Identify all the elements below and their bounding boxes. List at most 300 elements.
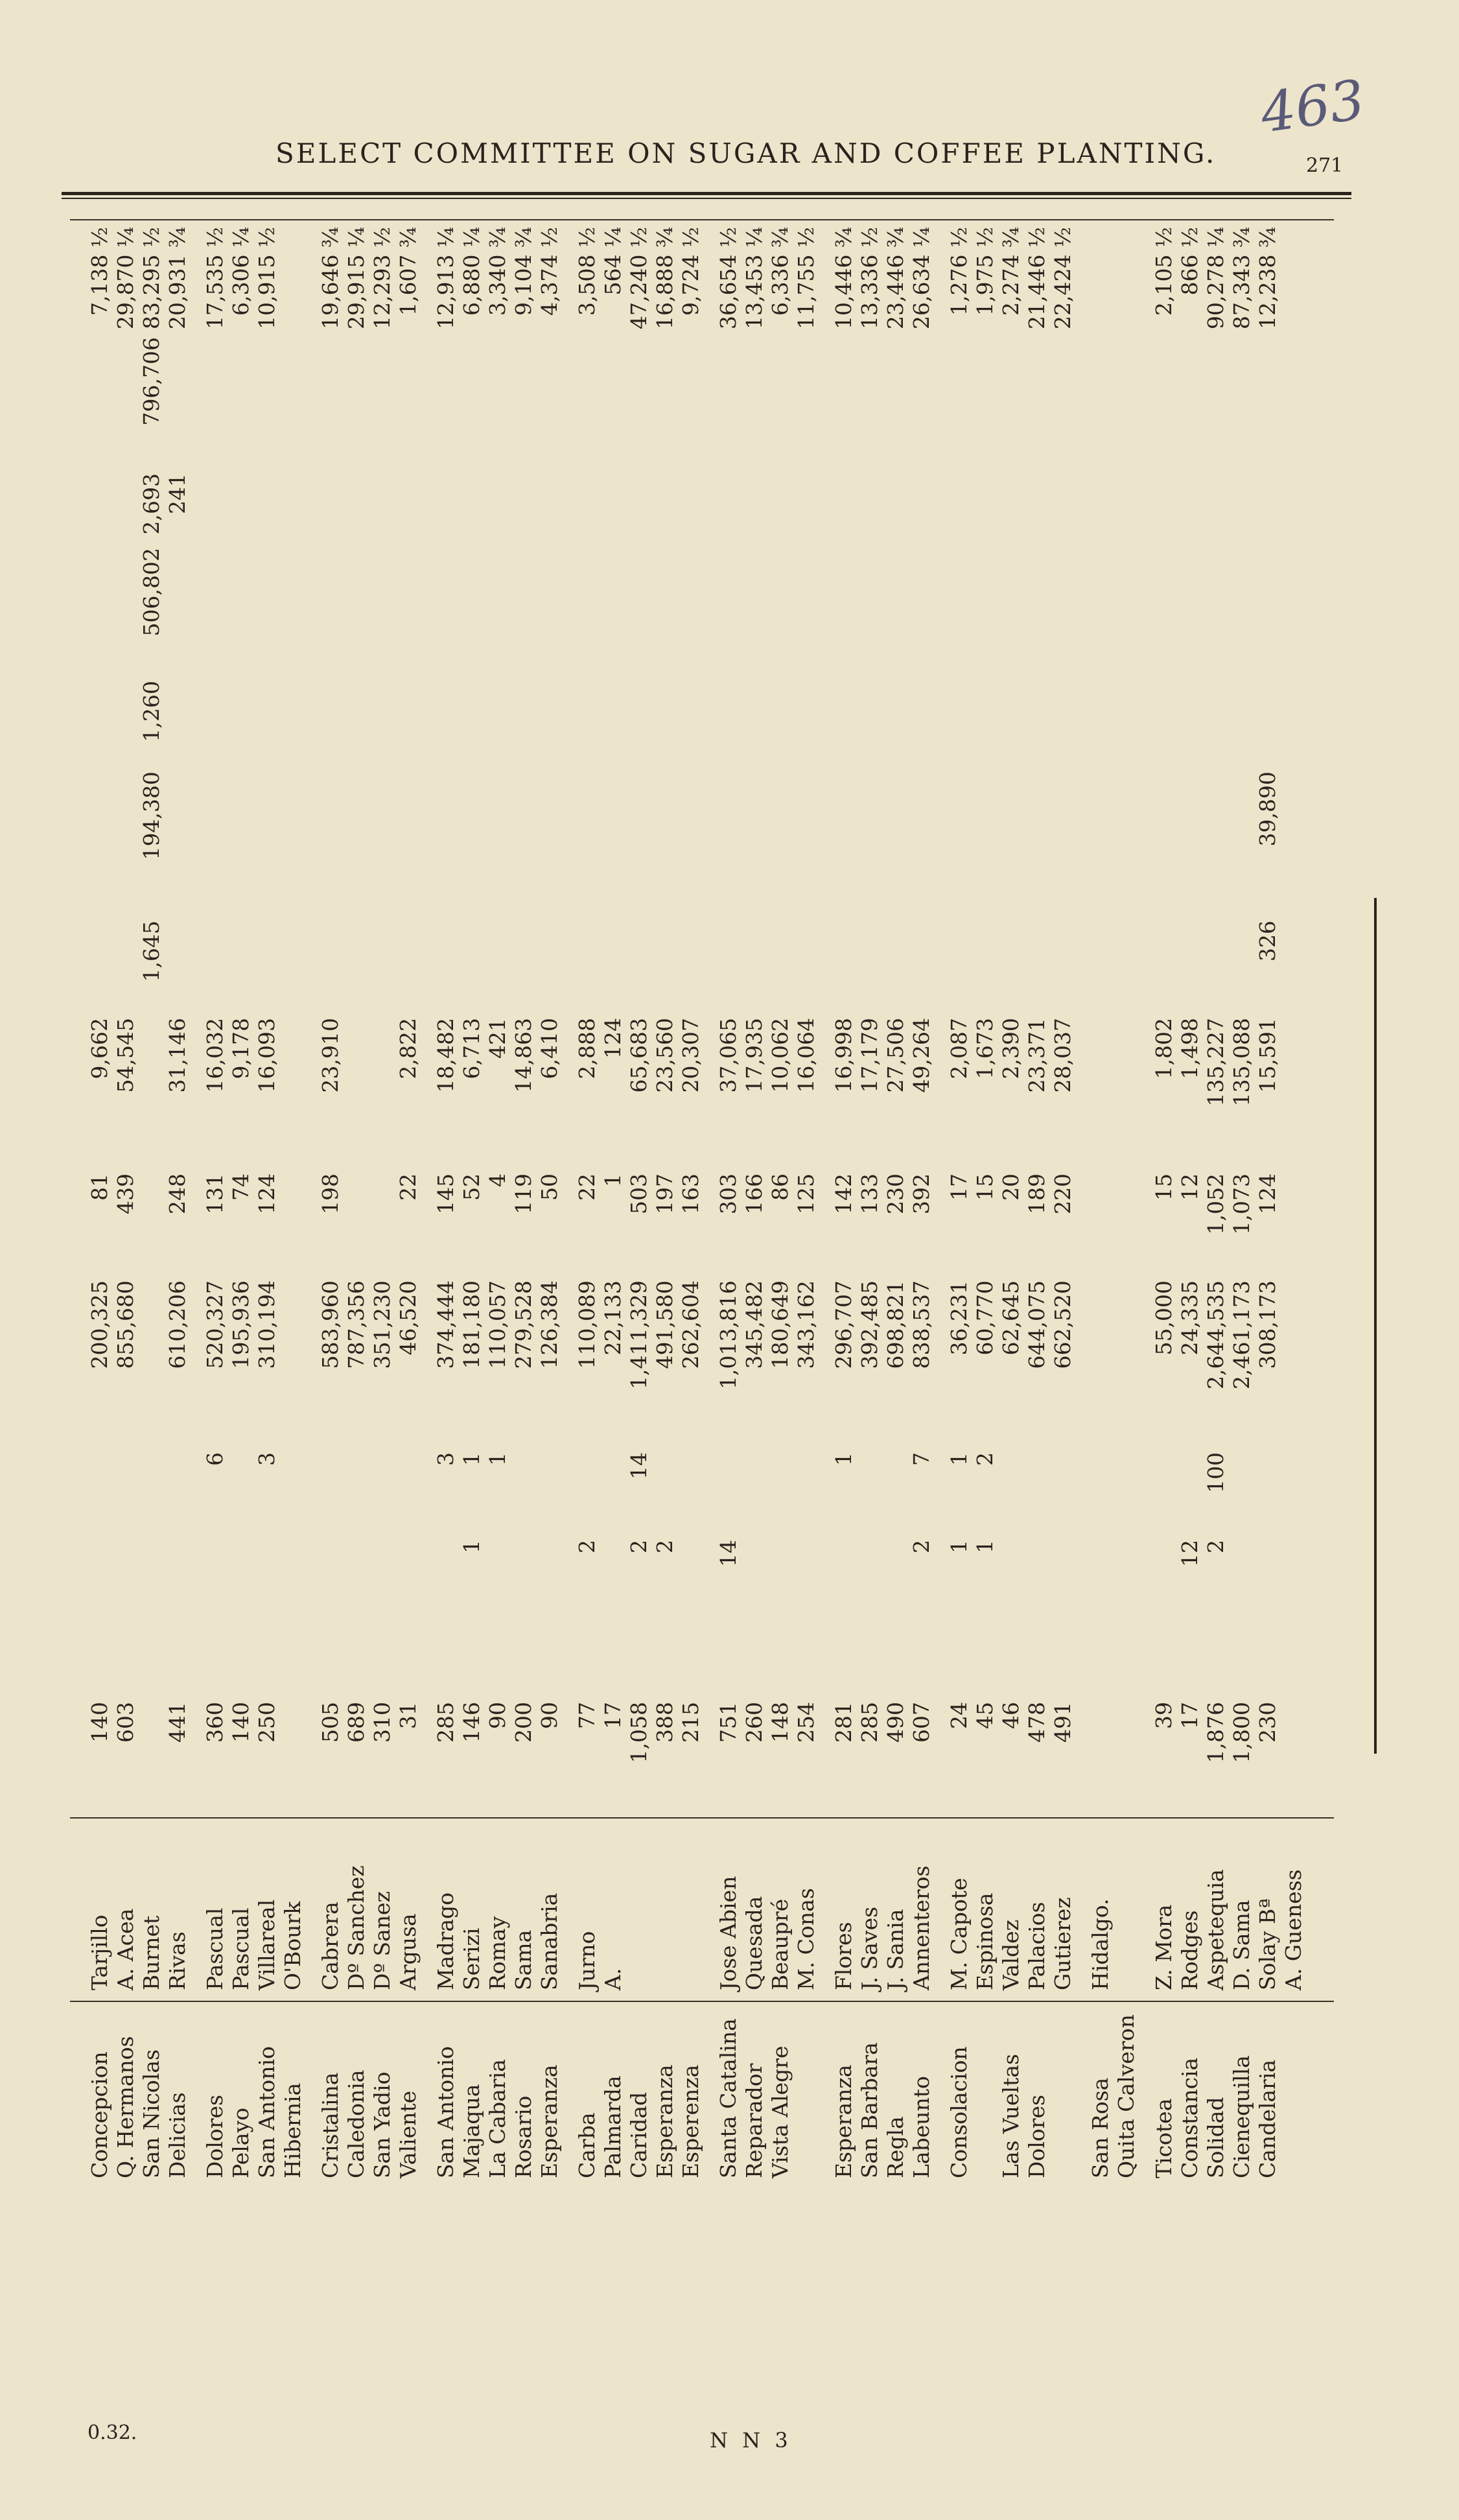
- owner-name: A. Acea: [113, 1908, 138, 1990]
- table-row: [1177, 201, 1202, 2178]
- cell-a: 45: [972, 1702, 998, 1729]
- estate-name: San Yadio: [369, 2071, 395, 2178]
- estate-name: San Rosa: [1088, 2077, 1113, 2178]
- cell-e: 110,089: [574, 1280, 600, 1369]
- owner-name: Annenteros: [909, 1865, 934, 1990]
- cell-n: 2,274 ¾: [998, 227, 1023, 316]
- cell-c: 1: [946, 1540, 972, 1553]
- cell-g: 23,560: [652, 1018, 677, 1093]
- cell-e: 195,936: [228, 1280, 253, 1369]
- cell-e: 610,206: [165, 1280, 190, 1369]
- cell-e: 351,230: [369, 1280, 395, 1369]
- cell-a: 360: [202, 1702, 228, 1743]
- owner-name: Aspetequia: [1203, 1869, 1228, 1990]
- cell-g: 49,264: [909, 1018, 934, 1093]
- cell-a: 478: [1024, 1702, 1049, 1743]
- table-row: [1203, 201, 1228, 2178]
- cell-g: 1,498: [1177, 1018, 1202, 1079]
- top-rule: [62, 192, 1351, 195]
- cell-n: 866 ½: [1177, 227, 1202, 296]
- cell-e: 698,821: [883, 1280, 908, 1369]
- owner-name: Romay: [485, 1916, 510, 1990]
- cell-g: 20,307: [678, 1018, 703, 1093]
- cell-d: 3: [254, 1452, 279, 1466]
- cell-e: 838,537: [909, 1280, 934, 1369]
- cell-f: 4: [485, 1173, 510, 1187]
- cell-a: 250: [254, 1702, 279, 1743]
- table-row: [433, 201, 458, 2178]
- page-header: [0, 0, 1459, 194]
- table-row: [1090, 201, 1111, 2178]
- cell-a: 146: [459, 1702, 484, 1743]
- cell-f: 22: [395, 1173, 421, 1201]
- cell-c: 2: [626, 1540, 651, 1553]
- estate-name: Carba: [574, 2112, 600, 2178]
- table-row: [254, 201, 279, 2178]
- owner-name: Hidalgo.: [1088, 1898, 1113, 1990]
- cell-g: 9,662: [87, 1018, 112, 1079]
- cell-f: 142: [831, 1173, 856, 1214]
- cell-f: 198: [318, 1173, 343, 1214]
- table-row: [998, 201, 1023, 2178]
- cell-e: 855,680: [113, 1280, 138, 1369]
- estate-name: Cristalina: [318, 2072, 343, 2178]
- owner-name: Rivas: [165, 1931, 190, 1990]
- estate-name: Labeunto: [909, 2076, 934, 2178]
- cell-a: 310: [369, 1702, 395, 1743]
- owner-name: J. Sania: [883, 1909, 908, 1990]
- estate-name: Quita Calveron: [1114, 2014, 1139, 2178]
- estate-name: Caridad: [626, 2091, 651, 2178]
- cell-a: 281: [831, 1702, 856, 1743]
- cell-f: 15: [1151, 1173, 1176, 1201]
- cell-d: 1: [946, 1452, 972, 1466]
- cell-e: 110,057: [485, 1280, 510, 1369]
- cell-g: 16,064: [793, 1018, 819, 1093]
- cell-f: 1,052: [1203, 1173, 1228, 1235]
- cell-g: 6,410: [537, 1018, 562, 1079]
- cell-n: 13,453 ¼: [741, 227, 767, 329]
- estate-name: Concepcion: [87, 2051, 112, 2178]
- table-row: [228, 201, 253, 2178]
- cell-n: 6,306 ¼: [228, 227, 253, 316]
- cell-e: 520,327: [202, 1280, 228, 1369]
- owner-name: O'Bourk: [280, 1901, 305, 1990]
- estate-name: San Antonio: [433, 2046, 458, 2178]
- cell-a: 140: [87, 1702, 112, 1743]
- cell-n: 20,931 ¾: [165, 227, 190, 329]
- owner-name: Pascual: [228, 1907, 253, 1990]
- cell-a: 1,058: [626, 1702, 651, 1763]
- cell-f: 124: [1255, 1173, 1280, 1214]
- cell-a: 260: [741, 1702, 767, 1743]
- cell-e: 491,580: [652, 1280, 677, 1369]
- table-row: [793, 201, 819, 2178]
- cell-a: 24: [946, 1702, 972, 1729]
- cell-f: 439: [113, 1173, 138, 1214]
- cell-a: 1,876: [1203, 1702, 1228, 1763]
- cell-n: 17,535 ½: [202, 227, 228, 329]
- cell-a: 285: [857, 1702, 882, 1743]
- cell-e: 2,461,173: [1229, 1280, 1254, 1389]
- handwritten-page-number: 463: [1256, 67, 1369, 145]
- table-row: [1151, 201, 1176, 2178]
- cell-n: 2,105 ½: [1151, 227, 1176, 316]
- owner-name: Gutierez: [1050, 1897, 1075, 1990]
- cell-g: 54,545: [113, 1018, 138, 1093]
- cell-g: 421: [485, 1018, 510, 1059]
- table-row: [767, 201, 793, 2178]
- cell-g: 16,093: [254, 1018, 279, 1093]
- cell-c: 14: [716, 1540, 741, 1567]
- cell-n: 83,295 ½: [139, 227, 164, 329]
- estate-name: Esperanza: [537, 2064, 562, 2178]
- cell-e: 126,384: [537, 1280, 562, 1369]
- owner-name: Tarjillo: [87, 1914, 112, 1990]
- cell-e: 55,000: [1151, 1280, 1176, 1356]
- estate-name: Solidad: [1203, 2097, 1228, 2178]
- cell-n: 36,654 ½: [716, 227, 741, 329]
- cell-f: 392: [909, 1173, 934, 1214]
- cell-f: 133: [857, 1173, 882, 1214]
- cell-e: 345,482: [741, 1280, 767, 1369]
- cell-g: 2,087: [946, 1018, 972, 1079]
- cell-g: 2,390: [998, 1018, 1023, 1079]
- table-row: [487, 201, 508, 2178]
- cell-n: 10,915 ½: [254, 227, 279, 329]
- cell-e: 181,180: [459, 1280, 484, 1369]
- cell-f: 22: [574, 1173, 600, 1201]
- owner-name: Palacios: [1024, 1902, 1049, 1990]
- cell-g: 1,673: [972, 1018, 998, 1079]
- table-row: [202, 201, 228, 2178]
- table-row: [1024, 201, 1049, 2178]
- estate-name: Majaqua: [459, 2084, 484, 2178]
- cell-f: 17: [946, 1173, 972, 1201]
- cell-f: 125: [793, 1173, 819, 1214]
- cell-a: 148: [767, 1702, 793, 1743]
- cell-n: 12,293 ½: [369, 227, 395, 329]
- owner-name: Valdez: [998, 1919, 1023, 1990]
- estate-name: San Antonio: [254, 2046, 279, 2178]
- table-row: [1116, 201, 1137, 2178]
- cell-j: 1,260: [139, 681, 164, 742]
- table-row: [320, 201, 341, 2178]
- owner-name: M. Conas: [793, 1888, 819, 1990]
- cell-a: 17: [1177, 1702, 1202, 1729]
- table-row: [346, 201, 367, 2178]
- table-row: [911, 201, 932, 2178]
- cell-n: 87,343 ¾: [1229, 227, 1254, 329]
- cell-n: 16,888 ¾: [652, 227, 677, 329]
- estate-name: Constancia: [1177, 2057, 1202, 2178]
- table-row: [652, 201, 677, 2178]
- cell-e: 374,444: [433, 1280, 458, 1369]
- cell-l: 241: [165, 473, 190, 514]
- owner-name: Sama: [511, 1929, 536, 1990]
- owner-name: A.: [600, 1968, 625, 1990]
- cell-f: 15: [972, 1173, 998, 1201]
- owner-name: Dº Sanez: [369, 1891, 395, 1990]
- cell-i: 39,890: [1255, 771, 1280, 847]
- cell-g: 135,227: [1203, 1018, 1228, 1107]
- estate-name: Dolores: [202, 2095, 228, 2178]
- cell-d: 3: [433, 1452, 458, 1466]
- table-row: [718, 201, 739, 2178]
- estate-name: Santa Catalina: [716, 2018, 741, 2178]
- cell-n: 12,913 ¼: [433, 227, 458, 329]
- estate-name: Pelayo: [228, 2108, 253, 2178]
- cell-f: 74: [228, 1173, 253, 1201]
- cell-f: 124: [254, 1173, 279, 1214]
- owner-name: Serizi: [459, 1927, 484, 1990]
- cell-n: 29,870 ¼: [113, 227, 138, 329]
- cell-a: 603: [113, 1702, 138, 1743]
- cell-e: 310,194: [254, 1280, 279, 1369]
- cell-g: 15,591: [1255, 1018, 1280, 1093]
- owner-name: Flores: [831, 1922, 856, 1990]
- cell-f: 20: [998, 1173, 1023, 1201]
- footer-signature-mark: N N 3: [710, 2428, 792, 2453]
- table-row: [461, 201, 482, 2178]
- owner-name: Z. Mora: [1151, 1904, 1176, 1990]
- cell-a: 751: [716, 1702, 741, 1743]
- owner-name: Jurno: [574, 1931, 600, 1990]
- estate-name: Rosario: [511, 2095, 536, 2178]
- cell-g: 2,822: [395, 1018, 421, 1079]
- cell-e: 644,075: [1024, 1280, 1049, 1369]
- running-head: SELECT COMMITTEE ON SUGAR AND COFFEE PLANTING.: [275, 137, 1217, 169]
- estate-name: Esperanza: [831, 2064, 856, 2178]
- cell-e: 24,335: [1177, 1280, 1202, 1356]
- cell-e: 180,649: [767, 1280, 793, 1369]
- cell-g: 17,935: [741, 1018, 767, 1093]
- cell-d: 2: [972, 1452, 998, 1466]
- table-row: [167, 201, 188, 2178]
- cell-a: 17: [600, 1702, 625, 1729]
- estate-name: Vista Alegre: [767, 2045, 793, 2178]
- estate-name: Dolores: [1024, 2095, 1049, 2178]
- cell-e: 22,133: [600, 1280, 625, 1356]
- cell-a: 254: [793, 1702, 819, 1743]
- owner-name: Espinosa: [972, 1892, 998, 1990]
- cell-d: 6: [202, 1452, 228, 1466]
- cell-a: 140: [228, 1702, 253, 1743]
- cell-d: 100: [1203, 1452, 1228, 1493]
- cell-g: 124: [600, 1018, 625, 1059]
- cell-f: 1: [600, 1173, 625, 1187]
- table-row: [600, 201, 625, 2178]
- cell-n: 21,446 ½: [1024, 227, 1049, 329]
- table-row: [115, 201, 136, 2178]
- cell-g: 23,910: [318, 1018, 343, 1093]
- cell-f: 50: [537, 1173, 562, 1201]
- cell-n: 1,276 ½: [946, 227, 972, 316]
- owner-name: Madrago: [433, 1892, 458, 1990]
- estate-name: Las Vueltas: [998, 2054, 1023, 2178]
- table-row: [1050, 201, 1075, 2178]
- estate-name: San Nicolas: [139, 2049, 164, 2178]
- cell-e: 296,707: [831, 1280, 856, 1369]
- cell-a: 490: [883, 1702, 908, 1743]
- cell-n: 564 ¼: [600, 227, 625, 296]
- cell-f: 1,073: [1229, 1173, 1254, 1235]
- cell-e: 62,645: [998, 1280, 1023, 1356]
- cell-n: 6,336 ¾: [767, 227, 793, 316]
- estate-name: San Barbara: [857, 2042, 882, 2178]
- cell-a: 1,800: [1229, 1702, 1254, 1763]
- cell-n: 11,755 ½: [793, 227, 819, 329]
- table-row: [395, 201, 421, 2178]
- table-row: [574, 201, 600, 2178]
- cell-g: 17,179: [857, 1018, 882, 1093]
- cell-g: 14,863: [511, 1018, 536, 1093]
- page-number: 271: [1306, 154, 1344, 177]
- estate-name: Esperanza: [652, 2064, 677, 2178]
- estate-name: Valiente: [395, 2090, 421, 2178]
- cell-g: 135,088: [1229, 1018, 1254, 1107]
- cell-f: 197: [652, 1173, 677, 1214]
- cell-e: 583,960: [318, 1280, 343, 1369]
- owner-name: Rodges: [1177, 1910, 1202, 1990]
- cell-e: 1,411,329: [626, 1280, 651, 1389]
- cell-f: 303: [716, 1173, 741, 1214]
- table-row: [141, 201, 162, 2178]
- estate-name: Esperenza: [678, 2064, 703, 2178]
- cell-c: 1: [972, 1540, 998, 1553]
- table-row: [741, 201, 767, 2178]
- estate-name: Candelaria: [1255, 2059, 1280, 2178]
- estate-name: La Cabaria: [485, 2059, 510, 2178]
- table-row: [678, 201, 703, 2178]
- table-row: [626, 201, 651, 2178]
- cell-a: 31: [395, 1702, 421, 1729]
- cell-f: 145: [433, 1173, 458, 1214]
- owner-name: Argusa: [395, 1913, 421, 1990]
- top-rule-thin: [62, 198, 1351, 199]
- cell-n: 1,607 ¾: [395, 227, 421, 316]
- table-row: [885, 201, 906, 2178]
- cell-c: 2: [652, 1540, 677, 1553]
- cell-e: 279,528: [511, 1280, 536, 1369]
- cell-e: 262,604: [678, 1280, 703, 1369]
- cell-a: 607: [909, 1702, 934, 1743]
- cell-a: 285: [433, 1702, 458, 1743]
- cell-g: 9,178: [228, 1018, 253, 1079]
- cell-e: 2,644,535: [1203, 1280, 1228, 1389]
- cell-e: 343,162: [793, 1280, 819, 1369]
- owner-name: Solay Bª: [1255, 1898, 1280, 1990]
- estate-name: Q. Hermanos: [113, 2036, 138, 2178]
- cell-g: 6,713: [459, 1018, 484, 1079]
- estate-name: Cienequilla: [1229, 2055, 1254, 2178]
- cell-c: 2: [1203, 1540, 1228, 1553]
- estate-name: Hibernia: [280, 2082, 305, 2178]
- table-row: [369, 201, 395, 2178]
- cell-m: 796,706: [139, 337, 164, 426]
- cell-e: 60,770: [972, 1280, 998, 1356]
- cell-g: 23,371: [1024, 1018, 1049, 1093]
- owner-name: A. Gueness: [1281, 1869, 1306, 1990]
- owner-name: Pascual: [202, 1907, 228, 1990]
- owner-name: Villareal: [254, 1899, 279, 1990]
- cell-n: 9,724 ½: [678, 227, 703, 316]
- cell-f: 119: [511, 1173, 536, 1214]
- owner-name: D. Sama: [1229, 1900, 1254, 1990]
- owner-name: J. Saves: [857, 1906, 882, 1990]
- cell-a: 39: [1151, 1702, 1176, 1729]
- owner-name: Cabrera: [318, 1902, 343, 1990]
- cell-h: 326: [1255, 921, 1280, 961]
- cell-n: 23,446 ¾: [883, 227, 908, 329]
- cell-n: 1,975 ½: [972, 227, 998, 316]
- cell-e: 46,520: [395, 1280, 421, 1356]
- cell-a: 46: [998, 1702, 1023, 1729]
- cell-a: 505: [318, 1702, 343, 1743]
- cell-f: 163: [678, 1173, 703, 1214]
- estate-name: Reparador: [741, 2063, 767, 2178]
- cell-n: 3,340 ¾: [485, 227, 510, 316]
- cell-e: 1,013,816: [716, 1280, 741, 1389]
- cell-c: 1: [459, 1540, 484, 1553]
- cell-a: 90: [537, 1702, 562, 1729]
- cell-g: 31,146: [165, 1018, 190, 1093]
- cell-f: 12: [1177, 1173, 1202, 1201]
- cell-f: 131: [202, 1173, 228, 1214]
- owner-name: Burnet: [139, 1915, 164, 1990]
- cell-d: 1: [459, 1452, 484, 1466]
- cell-a: 200: [511, 1702, 536, 1743]
- cell-n: 4,374 ½: [537, 227, 562, 316]
- table-row: [1257, 201, 1278, 2178]
- bracket-rule: [1374, 898, 1377, 1754]
- cell-h: 1,645: [139, 921, 164, 982]
- cell-n: 19,646 ¾: [318, 227, 343, 329]
- cell-f: 52: [459, 1173, 484, 1201]
- cell-a: 441: [165, 1702, 190, 1743]
- cell-c: 2: [909, 1540, 934, 1553]
- table-row: [280, 201, 305, 2178]
- cell-f: 86: [767, 1173, 793, 1201]
- cell-a: 215: [678, 1702, 703, 1743]
- table-row: [1283, 201, 1304, 2178]
- cell-g: 1,802: [1151, 1018, 1176, 1079]
- cell-f: 230: [883, 1173, 908, 1214]
- cell-n: 47,240 ½: [626, 227, 651, 329]
- rotated-data-table: [70, 201, 1334, 2178]
- cell-e: 308,173: [1255, 1280, 1280, 1369]
- cell-n: 13,336 ½: [857, 227, 882, 329]
- cell-g: 16,032: [202, 1018, 228, 1093]
- cell-c: 2: [574, 1540, 600, 1553]
- cell-g: 18,482: [433, 1018, 458, 1093]
- cell-a: 230: [1255, 1702, 1280, 1743]
- cell-n: 29,915 ¼: [344, 227, 369, 329]
- cell-n: 90,278 ¼: [1203, 227, 1228, 329]
- cell-f: 81: [87, 1173, 112, 1201]
- cell-l: 2,693: [139, 473, 164, 535]
- cell-n: 10,446 ¾: [831, 227, 856, 329]
- cell-g: 27,506: [883, 1018, 908, 1093]
- cell-f: 220: [1050, 1173, 1075, 1214]
- table-row: [1231, 201, 1252, 2178]
- table-row: [946, 201, 972, 2178]
- estate-name: Palmarda: [600, 2075, 625, 2178]
- cell-f: 189: [1024, 1173, 1049, 1214]
- cell-a: 77: [574, 1702, 600, 1729]
- cell-n: 6,880 ¼: [459, 227, 484, 316]
- cell-n: 9,104 ¾: [511, 227, 536, 316]
